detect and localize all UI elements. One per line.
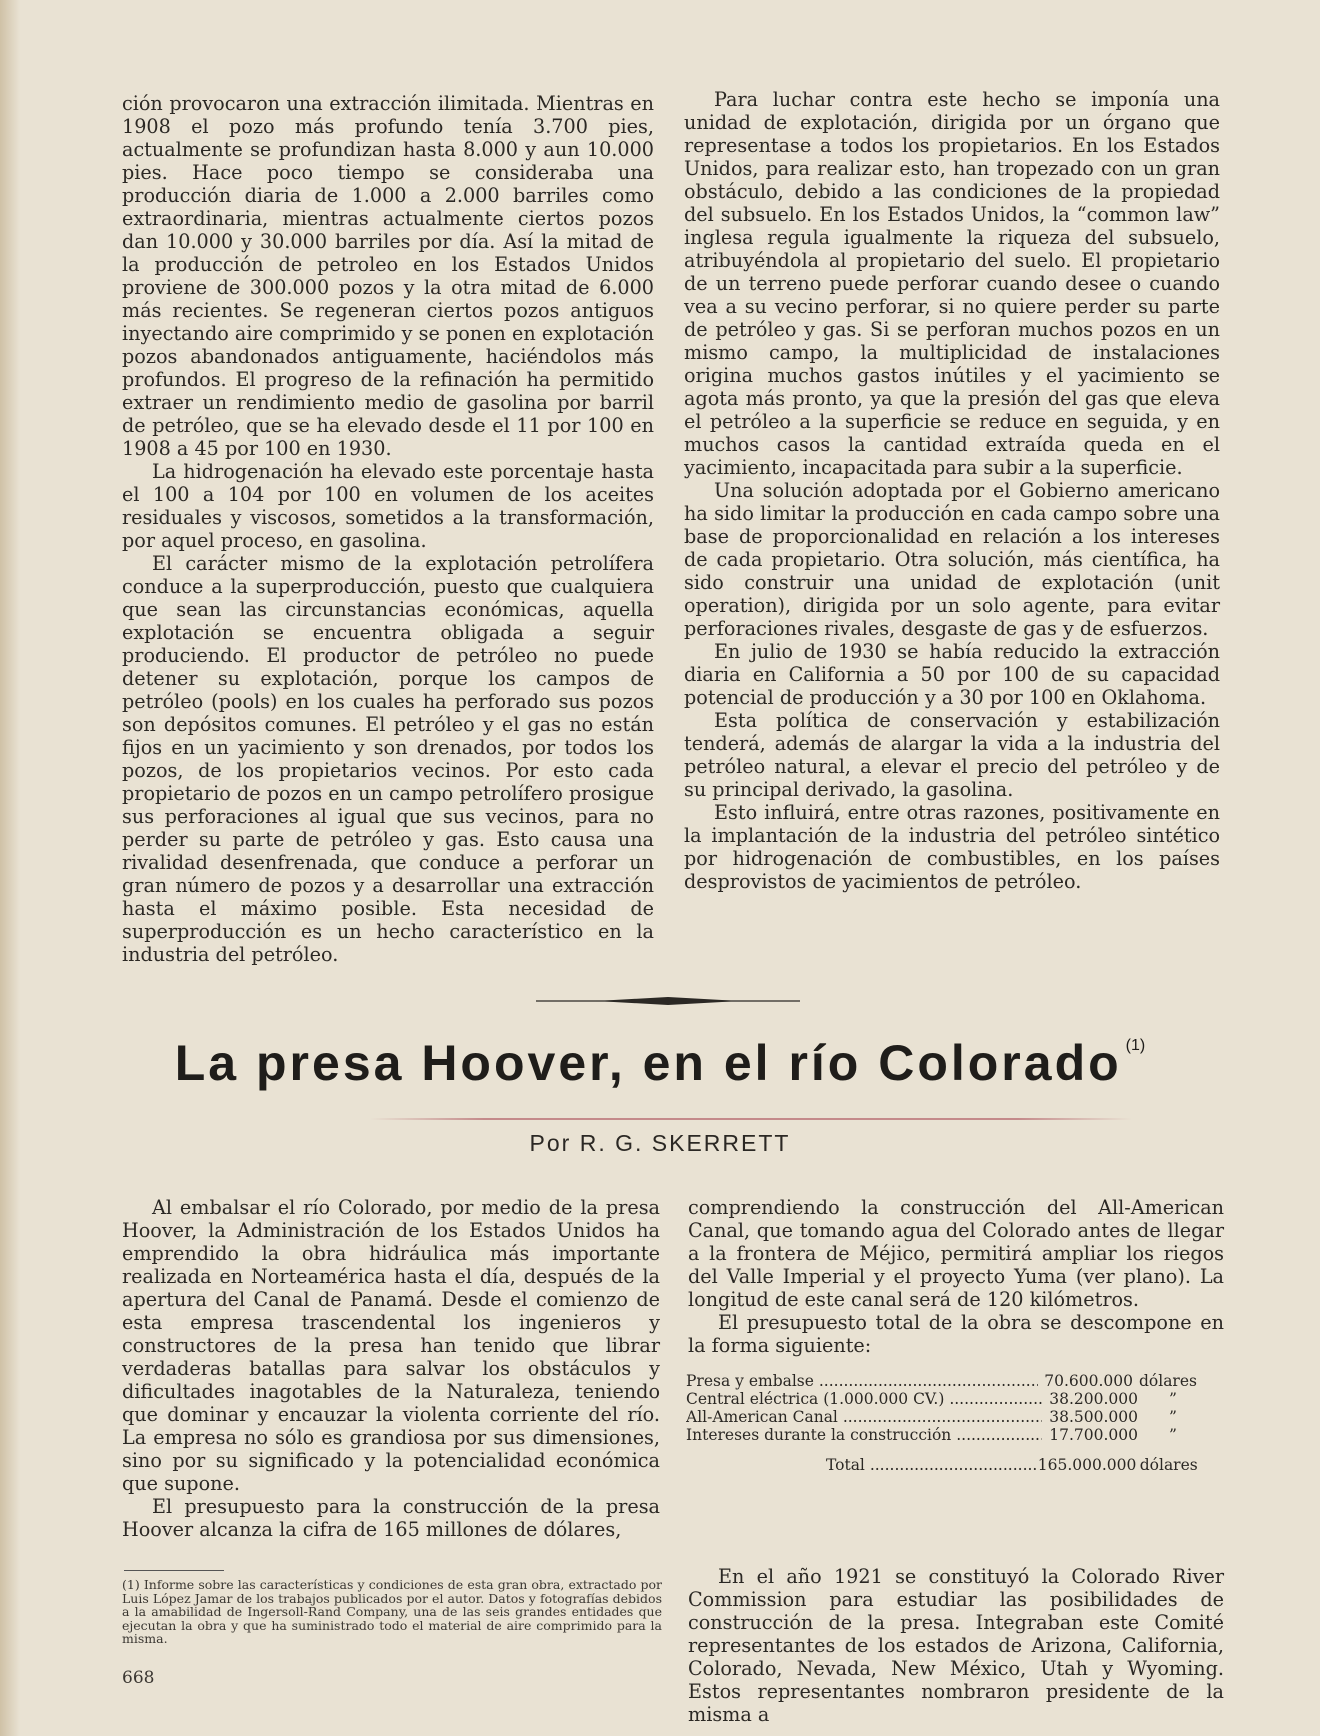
paragraph: Al embalsar el río Colorado, por medio de la presa Hoover, la Administración de los Estados Unidos ha emprendido la obra hidráulica más importante realizada en Norteamérica hasta el día, después de la apertura del Canal de Panamá. Desde el comienzo de esta empresa trascendental los ingenieros y constructores de la presa han tenido que librar verdaderas batallas para salvar los obstáculos y dificultades inagotables de la Naturaleza, teniendo que dominar y encauzar la violenta corriente del río. La empresa no sólo es grandiosa por sus dimensiones, sino por su significado y la potencialidad económica que supone.: [122, 1196, 660, 1495]
paragraph: ción provocaron una extracción ilimitada. Mientras en 1908 el pozo más profundo tenía 3.700 pies, actualmente se profundizan hasta 8.000 y aun 10.000 pies. Hace poco tiempo se consideraba una producción diaria de 1.000 a 2.000 barriles como extraordinaria, mientras actualmente ciertos pozos dan 10.000 y 30.000 barriles por día. Así la mitad de la producción de petroleo en los Estados Unidos proviene de 300.000 pozos y la otra mitad de 6.000 más recientes. Se regeneran ciertos pozos antiguos inyectando aire comprimido y se ponen en explotación pozos abandonados antiguamente, haciéndolos más profundos. El progreso de la refinación ha permitido extraer un rendimiento medio de gasolina por barril de petróleo, que se ha elevado desde el 11 por 100 en 1908 a 45 por 100 en 1930.: [122, 92, 654, 460]
paragraph: En el año 1921 se constituyó la Colorado River Commission para estudiar las posibilidades de construcción de la presa. Integraban este Comité representantes de los estados de Arizona, California, Colorado, Nevada, New México, Utah y Wyoming. Estos representantes nombraron presidente de la misma a: [688, 1565, 1224, 1726]
budget-total-unit: dólares: [1139, 1456, 1198, 1474]
budget-total-row: [686, 1456, 1226, 1474]
budget-total-amount: 165.000.000: [1037, 1456, 1137, 1474]
top-right-column: [684, 88, 1220, 893]
title-footnote-marker: (1): [1125, 1037, 1146, 1054]
footnote: (1) Informe sobre las características y condiciones de esta gran obra, extractado por Luis López Jamar de los trabajos publicados por el autor. Datos y fotografías debidos a la amabilidad de Ingersoll-Rand Company, una de las seis grandes entidades que ejecutan la obra y que ha suministrado todo el material de aire comprimido para la misma.: [122, 1577, 662, 1646]
budget-amount: 17.700.000: [1049, 1426, 1138, 1444]
budget-unit: ”: [1169, 1390, 1177, 1408]
budget-label: All-American Canal .....: [686, 1408, 1042, 1426]
table-row: [686, 1426, 1226, 1444]
article-title: [120, 1034, 1200, 1092]
budget-unit: dólares: [1138, 1372, 1197, 1390]
paragraph: Esto influirá, entre otras razones, positivamente en la implantación de la industria del petróleo sintético por hidrogenación de combustibles, en los países desprovistos de yacimientos de petróleo.: [684, 801, 1220, 893]
page-binding-edge: [0, 0, 20, 1736]
byline: Por R. G. SKERRETT: [529, 1130, 791, 1156]
paragraph: Esta política de conservación y estabilización tenderá, además de alargar la vida a la industria del petróleo natural, a elevar el precio del petróleo y de su principal derivado, la gasolina.: [684, 709, 1220, 801]
budget-label: Intereses durante la construcción .....: [686, 1426, 1042, 1444]
paragraph: En julio de 1930 se había reducido la extracción diaria en California a 50 por 100 de su capacidad potencial de producción y a 30 por 100 en Oklahoma.: [684, 640, 1220, 709]
paragraph: La hidrogenación ha elevado este porcentaje hasta el 100 a 104 por 100 en volumen de los aceites residuales y viscosos, sometidos a la transformación, por aquel proceso, en gasolina.: [122, 460, 654, 552]
budget-amount: 38.500.000: [1049, 1408, 1138, 1426]
top-left-column: [122, 92, 654, 966]
bottom-left-column: [122, 1196, 660, 1541]
paragraph: El carácter mismo de la explotación petrolífera conduce a la superproducción, puesto que cualquiera que sean las circunstancias económicas, aquella explotación se encuentra obligada a seguir produciendo. El productor de petróleo no puede detener su explotación, porque los campos de petróleo (pools) en los cuales ha perforado sus pozos son depósitos comunes. El petróleo y el gas no están fijos en un yacimiento y son drenados, por todos los pozos, de los propietarios vecinos. Por esto cada propietario de pozos en un campo petrolífero prosigue sus perforaciones al igual que sus vecinos, para no perder su parte de petróleo y gas. Esto causa una rivalidad desenfrenada, que conduce a perforar un gran número de pozos y a desarrollar una extracción hasta el máximo posible. Esta necesidad de superproducción es un hecho característico en la industria del petróleo.: [122, 552, 654, 966]
table-row: [686, 1408, 1226, 1426]
paragraph: comprendiendo la construcción del All-American Canal, que tomando agua del Colorado antes de llegar a la frontera de Méjico, permitirá ampliar los riegos del Valle Imperial y el proyecto Yuma (ver plano). La longitud de este canal será de 120 kilómetros.: [688, 1196, 1224, 1311]
page-number: 668: [122, 1668, 155, 1688]
budget-amount: 70.600.000: [1044, 1372, 1133, 1390]
footnote-rule: [124, 1570, 224, 1571]
title-underline: [370, 1118, 1132, 1120]
paragraph: Para luchar contra este hecho se imponía una unidad de explotación, dirigida por un órgano que representase a todos los propietarios. En los Estados Unidos, para realizar esto, han tropezado con un gran obstáculo, debido a las condiciones de la propiedad del subsuelo. En los Estados Unidos, la “common law” inglesa regula igualmente la riqueza del subsuelo, atribuyéndola al propietario del suelo. El propietario de un terreno puede perforar cuando desee o cuando vea a su vecino perforar, si no quiere perder su parte de petróleo y gas. Si se perforan muchos pozos en un mismo campo, la multiplicidad de instalaciones origina muchos gastos inútiles y el yacimiento se agota más pronto, ya que la presión del gas que eleva el petróleo a la superficie se reduce en seguida, y en muchos casos la cantidad extraída queda en el yacimiento, incapacitada para subir a la superficie.: [684, 88, 1220, 479]
table-row: [686, 1390, 1226, 1408]
section-divider-ornament: [536, 996, 800, 1006]
article-title-text: La presa Hoover, en el río Colorado: [174, 1035, 1122, 1091]
table-row: [686, 1372, 1226, 1390]
paragraph: El presupuesto total de la obra se descompone en la forma siguiente:: [688, 1311, 1224, 1357]
budget-table: [686, 1372, 1226, 1474]
budget-total-label: Total .....: [686, 1456, 1038, 1474]
budget-label: Central eléctrica (1.000.000 CV.) .....: [686, 1390, 1042, 1408]
budget-unit: ”: [1169, 1426, 1177, 1444]
budget-amount: 38.200.000: [1049, 1390, 1138, 1408]
budget-unit: ”: [1169, 1408, 1177, 1426]
paragraph: El presupuesto para la construcción de la presa Hoover alcanza la cifra de 165 millones de dólares,: [122, 1495, 660, 1541]
paragraph: Una solución adoptada por el Gobierno americano ha sido limitar la producción en cada campo sobre una base de proporcionalidad en relación a los intereses de cada propietario. Otra solución, más científica, ha sido construir una unidad de explotación (unit operation), dirigida por un solo agente, para evitar perforaciones rivales, desgaste de gas y de esfuerzos.: [684, 479, 1220, 640]
budget-label: Presa y embalse .....: [686, 1372, 1038, 1390]
